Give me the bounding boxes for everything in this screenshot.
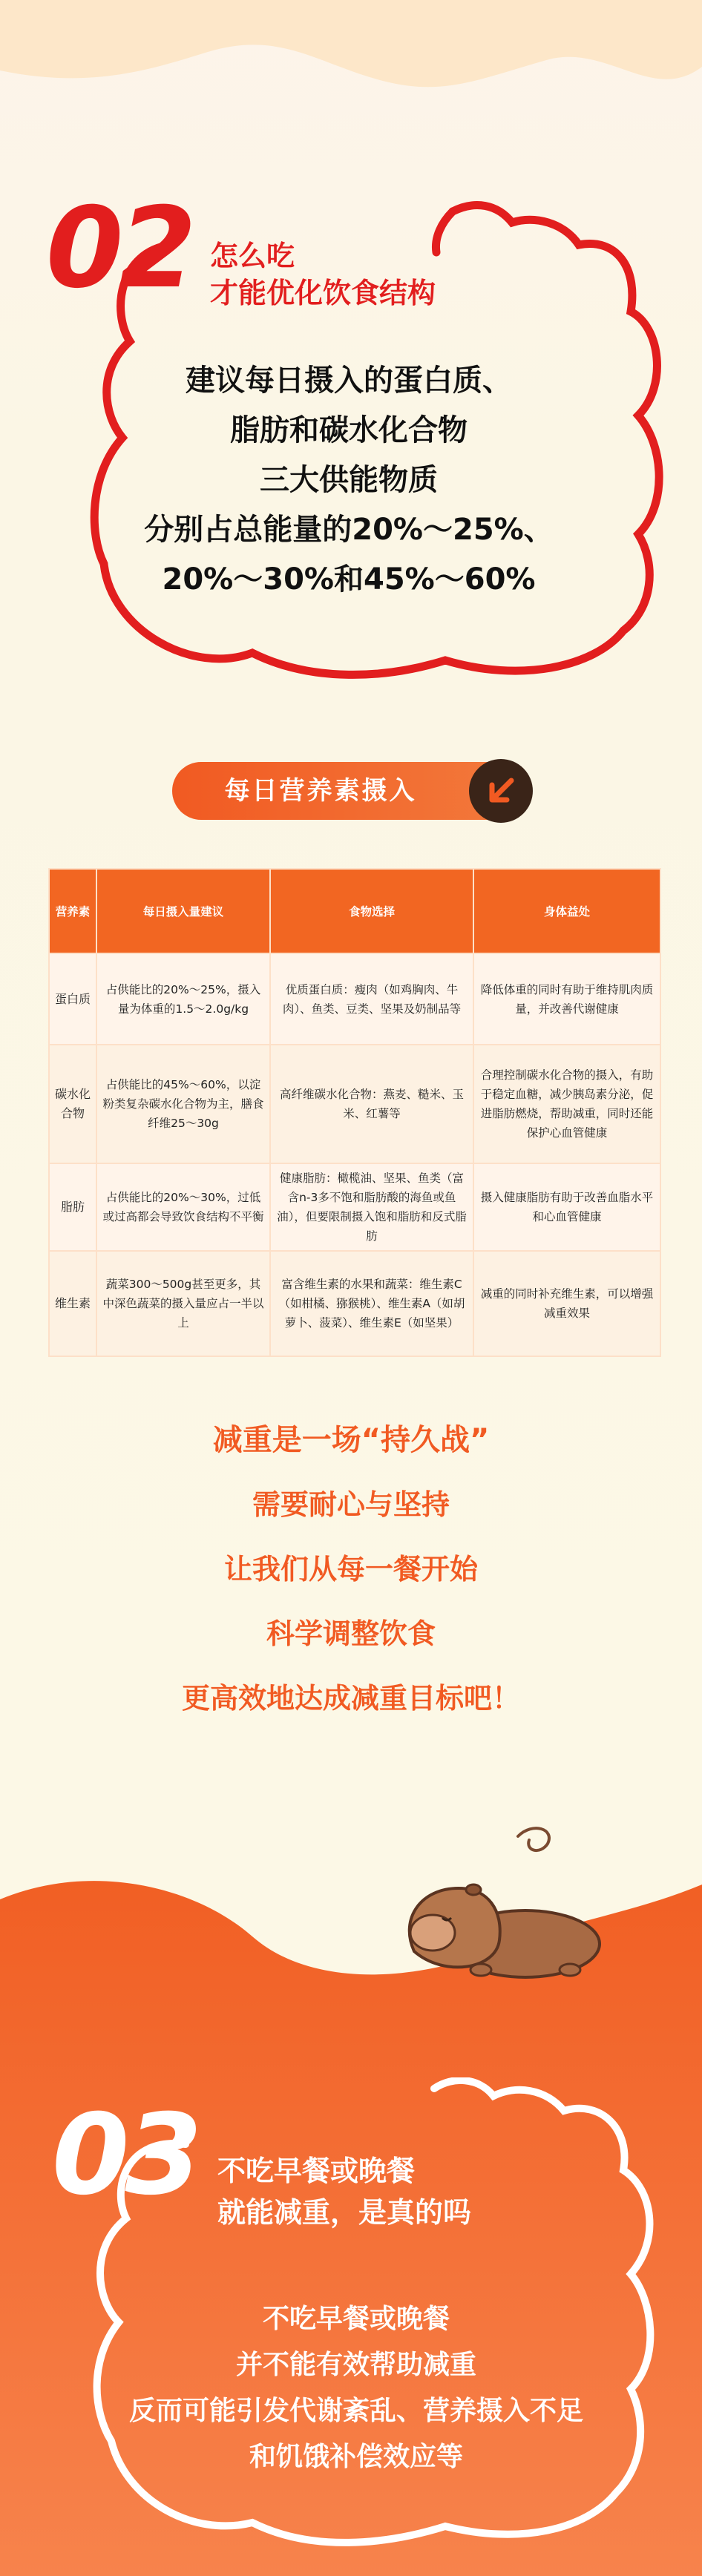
body-line: 不吃早餐或晚餐	[262, 2304, 450, 2334]
body-line: 三大供能物质	[260, 463, 438, 497]
section-body-03	[89, 2296, 623, 2480]
slogan-line: 让我们从每一餐开始	[223, 1553, 478, 1586]
table-header: 营养素	[49, 869, 96, 953]
table-header: 身体益处	[473, 869, 660, 953]
nutrient-table	[48, 868, 661, 1357]
pill-label: 每日营养素摄入	[224, 776, 417, 806]
table-row	[49, 953, 660, 1045]
body-line: 脂肪和碳水化合物	[230, 413, 468, 447]
body-line: 分别占总能量的20%～25%、	[144, 513, 554, 547]
slogan-line: 科学调整饮食	[266, 1617, 436, 1650]
slogan-line: 更高效地达成减重目标吧！	[181, 1682, 520, 1715]
table-row	[49, 1251, 660, 1356]
nutrient-name: 蛋白质	[49, 953, 96, 1045]
benefit-cell: 降低体重的同时有助于维持肌肉质量，并改善代谢健康	[473, 953, 660, 1045]
food-cell: 富含维生素的水果和蔬菜：维生素C（如柑橘、猕猴桃）、维生素A（如胡萝卜、菠菜）、维生素E（如坚果）	[270, 1251, 473, 1356]
capybara-illustration	[399, 1821, 607, 1992]
body-line: 和饥饿补偿效应等	[249, 2442, 463, 2472]
nutrient-name: 脂肪	[49, 1163, 96, 1251]
intake-cell: 占供能比的20%～30%，过低或过高都会导致饮食结构不平衡	[96, 1163, 270, 1251]
food-cell: 优质蛋白质：瘦肉（如鸡胸肉、牛肉）、鱼类、豆类、坚果及奶制品等	[270, 953, 473, 1045]
section-number-02: 02	[46, 184, 192, 313]
slogan-line: 减重是一场“持久战”	[212, 1423, 490, 1457]
slogan-line: 需要耐心与坚持	[252, 1488, 450, 1521]
heading-line: 不吃早餐或晚餐	[217, 2155, 416, 2187]
section-heading-02	[210, 237, 436, 312]
body-line: 20%～30%和45%～60%	[162, 562, 536, 597]
heading-line: 才能优化饮食结构	[210, 277, 436, 309]
nutrient-name: 碳水化合物	[49, 1045, 96, 1163]
food-cell: 健康脂肪：橄榄油、坚果、鱼类（富含n-3多不饱和脂肪酸的海鱼或鱼油），但要限制摄入饱和脂肪和反式脂肪	[270, 1163, 473, 1251]
intake-cell: 蔬菜300～500g甚至更多，其中深色蔬菜的摄入量应占一半以上	[96, 1251, 270, 1356]
benefit-cell: 合理控制碳水化合物的摄入，有助于稳定血糖，减少胰岛素分泌，促进脂肪燃烧，帮助减重，同时还能保护心血管健康	[473, 1045, 660, 1163]
daily-nutrient-pill	[172, 762, 528, 820]
section-heading-03	[217, 2150, 471, 2233]
table-header: 食物选择	[270, 869, 473, 953]
body-line: 建议每日摄入的蛋白质、	[186, 364, 512, 398]
table-row	[49, 1045, 660, 1163]
arrow-down-left-icon	[469, 759, 533, 823]
section-number-03: 03	[52, 2091, 198, 2220]
heading-line: 怎么吃	[210, 240, 295, 272]
intake-cell: 占供能比的45%～60%，以淀粉类复杂碳水化合物为主，膳食纤维25～30g	[96, 1045, 270, 1163]
food-cell: 高纤维碳水化合物：燕麦、糙米、玉米、红薯等	[270, 1045, 473, 1163]
table-row	[49, 1163, 660, 1251]
benefit-cell: 摄入健康脂肪有助于改善血脂水平和心血管健康	[473, 1163, 660, 1251]
table-header: 每日摄入量建议	[96, 869, 270, 953]
body-line: 反而可能引发代谢紊乱、营养摄入不足	[128, 2396, 583, 2426]
section-body-02	[67, 356, 631, 605]
body-line: 并不能有效帮助减重	[235, 2350, 476, 2380]
intake-cell: 占供能比的20%～25%，摄入量为体重的1.5～2.0g/kg	[96, 953, 270, 1045]
nutrient-name: 维生素	[49, 1251, 96, 1356]
benefit-cell: 减重的同时补充维生素，可以增强减重效果	[473, 1251, 660, 1356]
slogan-block	[0, 1408, 702, 1731]
heading-line: 就能减重，是真的吗	[217, 2196, 472, 2229]
